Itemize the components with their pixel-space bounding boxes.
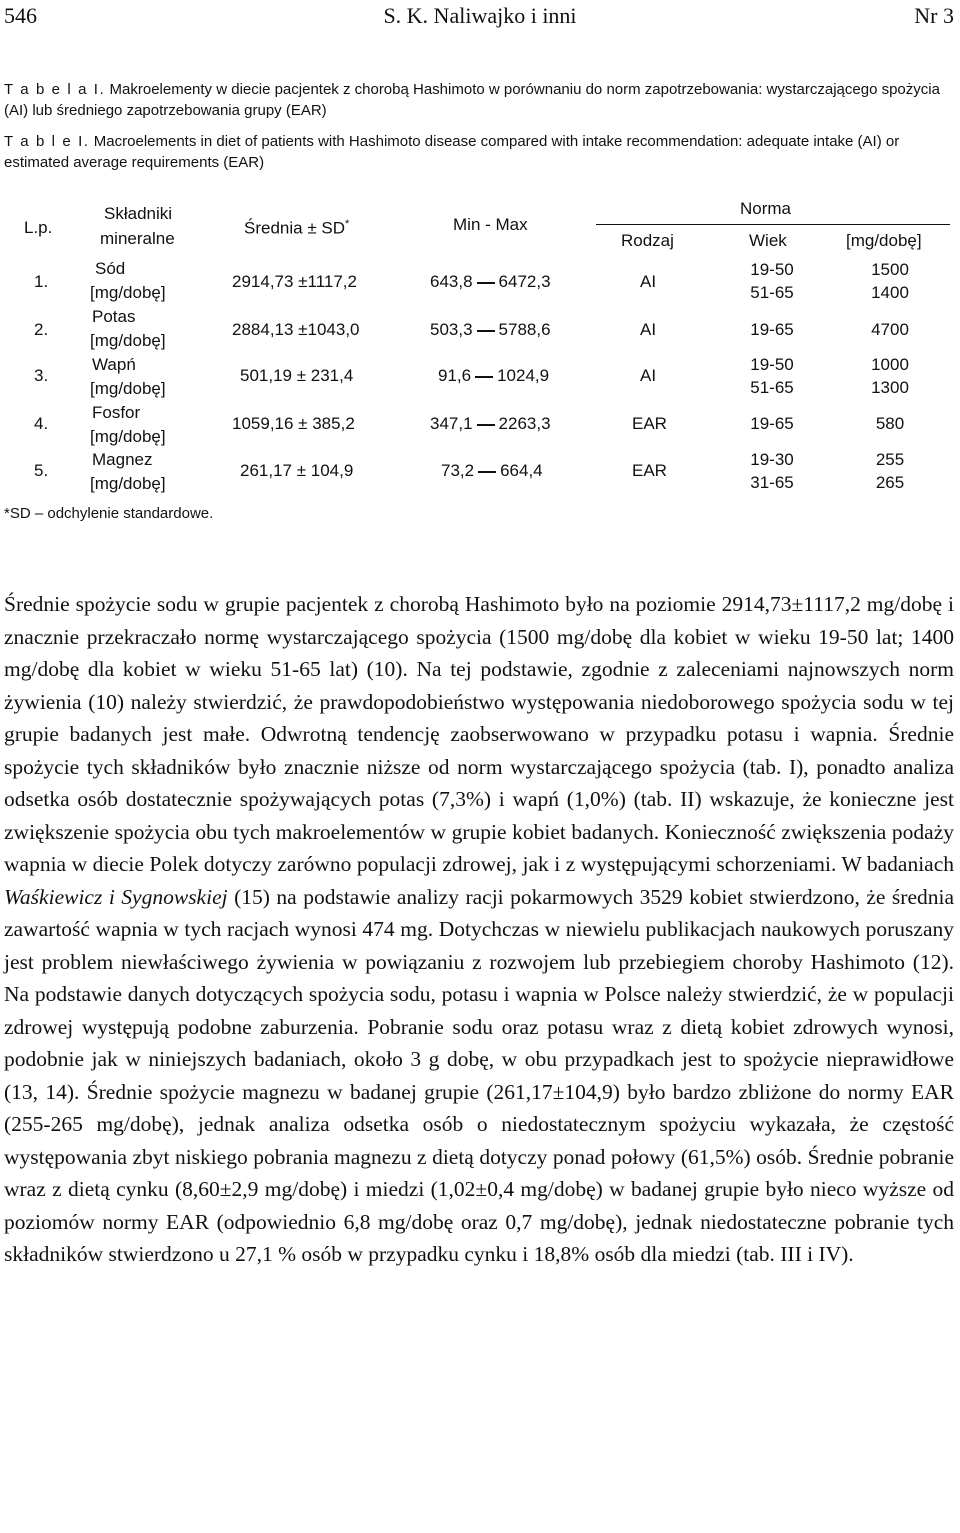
row-1-lp: 1. (34, 272, 49, 291)
row-3-unit: [mg/dobę] (90, 379, 166, 398)
running-title: S. K. Naliwajko i inni (383, 3, 577, 28)
header-srednia (244, 213, 349, 240)
row-2-min: 503,3 (430, 320, 473, 339)
row-1-norma-2: 1400 (871, 283, 909, 302)
table-caption-polish (4, 79, 954, 121)
header-lp: L.p. (24, 218, 53, 237)
header-norma-rule (596, 224, 950, 225)
header-srednia-text: Średnia ± SD (244, 218, 345, 238)
range-dash (477, 282, 495, 284)
caption-text: Macroelements in diet of patients with Hashimoto disease compared with intake recommendation: adequate intake (AI) or estimated average requirements (EAR) (4, 133, 900, 171)
header-skladniki-1: Składniki (104, 204, 173, 223)
row-1-mean: 2914,73 ±1117,2 (232, 272, 357, 291)
range-dash (477, 424, 495, 426)
row-5-wiek-2: 31-65 (750, 473, 794, 492)
row-3-wiek-1: 19-50 (750, 355, 794, 374)
header-wiek: Wiek (749, 231, 787, 250)
row-3-min: 91,6 (438, 366, 472, 385)
row-5-min: 73,2 (441, 461, 475, 480)
row-3-wiek-2: 51-65 (750, 378, 794, 397)
row-1-unit: [mg/dobę] (90, 283, 166, 302)
header-minmax: Min - Max (453, 215, 528, 234)
header-srednia-footnote-mark: * (345, 218, 350, 230)
row-2-minmax (430, 318, 551, 341)
body-paragraph (4, 588, 954, 1271)
row-4-minmax (430, 412, 551, 435)
row-5-minmax (441, 459, 543, 482)
range-dash (478, 471, 496, 473)
row-4-rodzaj: EAR (632, 414, 667, 433)
row-5-name: Magnez (92, 450, 153, 469)
row-3-lp: 3. (34, 366, 49, 385)
caption-label: T a b l e I. (4, 133, 90, 150)
row-2-rodzaj: AI (640, 320, 657, 339)
row-3-norma-2: 1300 (871, 378, 909, 397)
table-footnote: *SD – odchylenie standardowe. (4, 505, 214, 522)
row-5-norma-1: 255 (875, 450, 905, 469)
paragraph-text-continued: (15) na podstawie analizy racji pokarmowych 3529 kobiet stwierdzono, że średnia zawartość wapnia w tych racjach wynosi 474 mg. Dotychczas w niewielu publikacjach naukowych poruszany jest problem niewłaściwego żywienia w powiązaniu z rozwojem lub przebiegiem choroby Hashimoto (12). Na podstawie danych dotyczących spożycia sodu, potasu i wapnia w Polsce należy stwierdzić, że w populacji zdrowej występują podobne zaburzenia. Pobranie sodu oraz potasu wraz z dietą kobiet zdrowych wynosi, podobnie jak w niniejszych badaniach, około 3 g dobę, w obu przypadkach jest to spożycie nieprawidłowe (13, 14). Średnie spożycie magnezu w badanej grupie (261,17±104,9) było bardzo zbliżone do normy EAR (255-265 mg/dobę), jednak analiza odsetka osób o niedostatecznym spożyciu wykazała, że częstość występowania zbyt niskiego pobrania magnezu z dietą dotyczy ponad połowy (61,5%) osób. Średnie pobranie wraz z dietą cynku (8,60±2,9 mg/dobę) i miedzi (1,02±0,4 mg/dobę) w badanej grupie było nieco wyższe od poziomów normy EAR (odpowiednio 6,8 mg/dobę oraz 0,7 mg/dobę), jednak niedostateczne pobranie tych składników stwierdzono u 27,1 % osób w przypadku cynku i 18,8% osób dla miedzi (tab. III i IV). (4, 884, 955, 1266)
row-4-wiek-1: 19-65 (750, 414, 794, 433)
issue-number: Nr 3 (914, 3, 954, 28)
row-2-name: Potas (92, 307, 136, 326)
page-header (0, 0, 960, 40)
row-2-unit: [mg/dobę] (90, 331, 166, 350)
caption-text: Makroelementy w diecie pacjentek z chorobą Hashimoto w porównaniu do norm zapotrzebowania: wystarczającego spożycia (AI) lub średniego zapotrzebowania grupy (EAR) (4, 81, 940, 119)
row-2-max: 5788,6 (498, 320, 551, 339)
header-jednostka: [mg/dobę] (846, 231, 922, 250)
row-4-norma-1: 580 (875, 414, 905, 433)
row-5-norma-2: 265 (875, 473, 905, 492)
row-4-mean: 1059,16 ± 385,2 (232, 414, 355, 433)
page-number: 546 (4, 3, 37, 28)
row-2-lp: 2. (34, 320, 49, 339)
row-3-mean: 501,19 ± 231,4 (240, 366, 354, 385)
row-5-unit: [mg/dobę] (90, 474, 166, 493)
row-5-max: 664,4 (500, 461, 543, 480)
row-1-name: Sód (95, 259, 126, 278)
row-2-norma-1: 4700 (871, 320, 909, 339)
row-1-norma-1: 1500 (871, 260, 909, 279)
row-4-name: Fosfor (92, 403, 141, 422)
row-5-mean: 261,17 ± 104,9 (240, 461, 354, 480)
row-4-min: 347,1 (430, 414, 473, 433)
row-1-max: 6472,3 (498, 272, 551, 291)
row-3-minmax (438, 364, 549, 387)
row-4-max: 2263,3 (498, 414, 551, 433)
row-2-mean: 2884,13 ±1043,0 (232, 320, 360, 339)
paragraph-text: Średnie spożycie sodu w grupie pacjentek z chorobą Hashimoto było na poziomie 2914,73±1117,2 mg/dobę i znacznie przekraczało normę wystarczającego spożycia (1500 mg/dobę dla kobiet w wieku 19-50 lat; 1400 mg/dobę dla kobiet w wieku 51-65 lat) (10). Na tej podstawie, zgodnie z zaleceniami najnowszych norm żywienia (10) należy stwierdzić, że prawdopodobieństwo występowania niedoborowego spożycia sodu w tej grupie badanych jest małe. Odwrotną tendencję zaobserwowano w przypadku potasu i wapnia. Średnie spożycie tych składników było znacznie niższe od norm wystarczającego spożycia (tab. I), ponadto analiza odsetka osób dostatecznie spożywających potas (7,3%) i wapń (1,0%) (tab. II) wskazuje, że konieczne jest zwiększenie spożycia obu tych makroelementów w grupie kobiet badanych. Konieczność zwiększenia podaży wapnia w diecie Polek dotyczy zarówno populacji zdrowej, jak i z występującymi schorzeniami. W badaniach (4, 592, 954, 876)
range-dash (475, 376, 493, 378)
row-5-lp: 5. (34, 461, 49, 480)
row-3-rodzaj: AI (640, 366, 657, 385)
row-3-norma-1: 1000 (871, 355, 909, 374)
caption-label: T a b e l a I. (4, 81, 106, 98)
row-1-min: 643,8 (430, 272, 473, 291)
row-5-wiek-1: 19-30 (750, 450, 794, 469)
header-skladniki-2: mineralne (100, 229, 175, 248)
row-1-rodzaj: AI (640, 272, 657, 291)
table-caption-english (4, 131, 954, 173)
row-4-lp: 4. (34, 414, 49, 433)
header-norma: Norma (740, 199, 792, 218)
row-1-wiek-1: 19-50 (750, 260, 794, 279)
row-3-max: 1024,9 (497, 366, 550, 385)
row-1-wiek-2: 51-65 (750, 283, 794, 302)
paragraph-citation-authors: Waśkiewicz i Sygnowskiej (4, 884, 228, 909)
row-2-wiek-1: 19-65 (750, 320, 794, 339)
row-5-rodzaj: EAR (632, 461, 667, 480)
row-3-name: Wapń (92, 355, 136, 374)
row-1-minmax (430, 270, 551, 293)
row-4-unit: [mg/dobę] (90, 427, 166, 446)
range-dash (477, 330, 495, 332)
header-rodzaj: Rodzaj (621, 231, 674, 250)
